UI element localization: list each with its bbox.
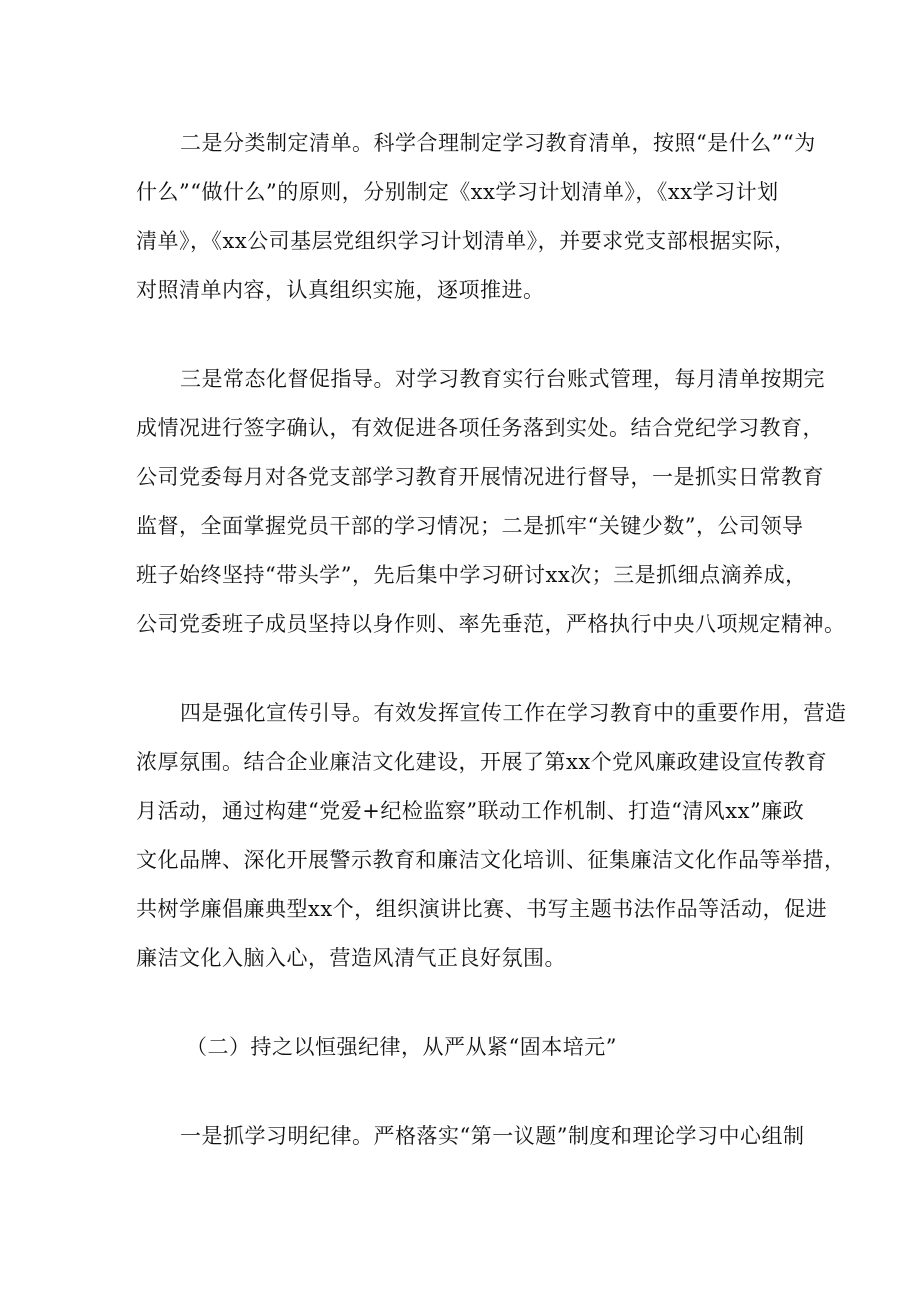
text-line: 班子始终坚持“带头学”，先后集中学习研讨xx次；三是抓细点滴养成， [136, 563, 807, 587]
text-line: 廉洁文化入脑入心，营造风清气正良好氛围。 [136, 946, 566, 970]
text-line: 三是常态化督促指导。对学习教育实行台账式管理，每月清单按期完 [180, 367, 825, 391]
text-line: 二是分类制定清单。科学合理制定学习教育清单，按照“是什么”“为 [180, 131, 816, 155]
text-line: 月活动，通过构建“党爱+纪检监察”联动工作机制、打造“清风xx”廉政 [136, 799, 805, 823]
heading-text: （二）持之以恒强纪律，从严从紧“固本培元” [186, 1035, 617, 1059]
text-line: 浓厚氛围。结合企业廉洁文化建设，开展了第xx个党风廉政建设宣传教育 [136, 750, 828, 774]
text-line: 一是抓学习明纪律。严格落实“第一议题”制度和理论学习中心组制 [180, 1124, 805, 1148]
text-line: 公司党委班子成员坚持以身作则、率先垂范，严格执行中央八项规定精神。 [136, 612, 846, 636]
text-line: 监督，全面掌握党员干部的学习情况；二是抓牢“关键少数”，公司领导 [136, 514, 804, 538]
text-line: 文化品牌、深化开展警示教育和廉洁文化培训、征集廉洁文化作品等举措， [136, 848, 846, 872]
text-line: 什么”“做什么”的原则，分别制定《xx学习计划清单》，《xx学习计划 [136, 180, 779, 204]
text-line: 公司党委每月对各党支部学习教育开展情况进行督导，一是抓实日常教育 [136, 465, 824, 489]
text-line: 清单》，《xx公司基层党组织学习计划清单》，并要求党支部根据实际， [136, 229, 796, 253]
text-line: 对照清单内容，认真组织实施，逐项推进。 [136, 278, 545, 302]
text-line: 成情况进行签字确认，有效促进各项任务落到实处。结合党纪学习教育， [136, 416, 824, 440]
text-line: 四是强化宣传引导。有效发挥宣传工作在学习教育中的重要作用，营造 [180, 701, 847, 725]
text-line: 共树学廉倡廉典型xx个，组织演讲比赛、书写主题书法作品等活动，促进 [136, 897, 828, 921]
